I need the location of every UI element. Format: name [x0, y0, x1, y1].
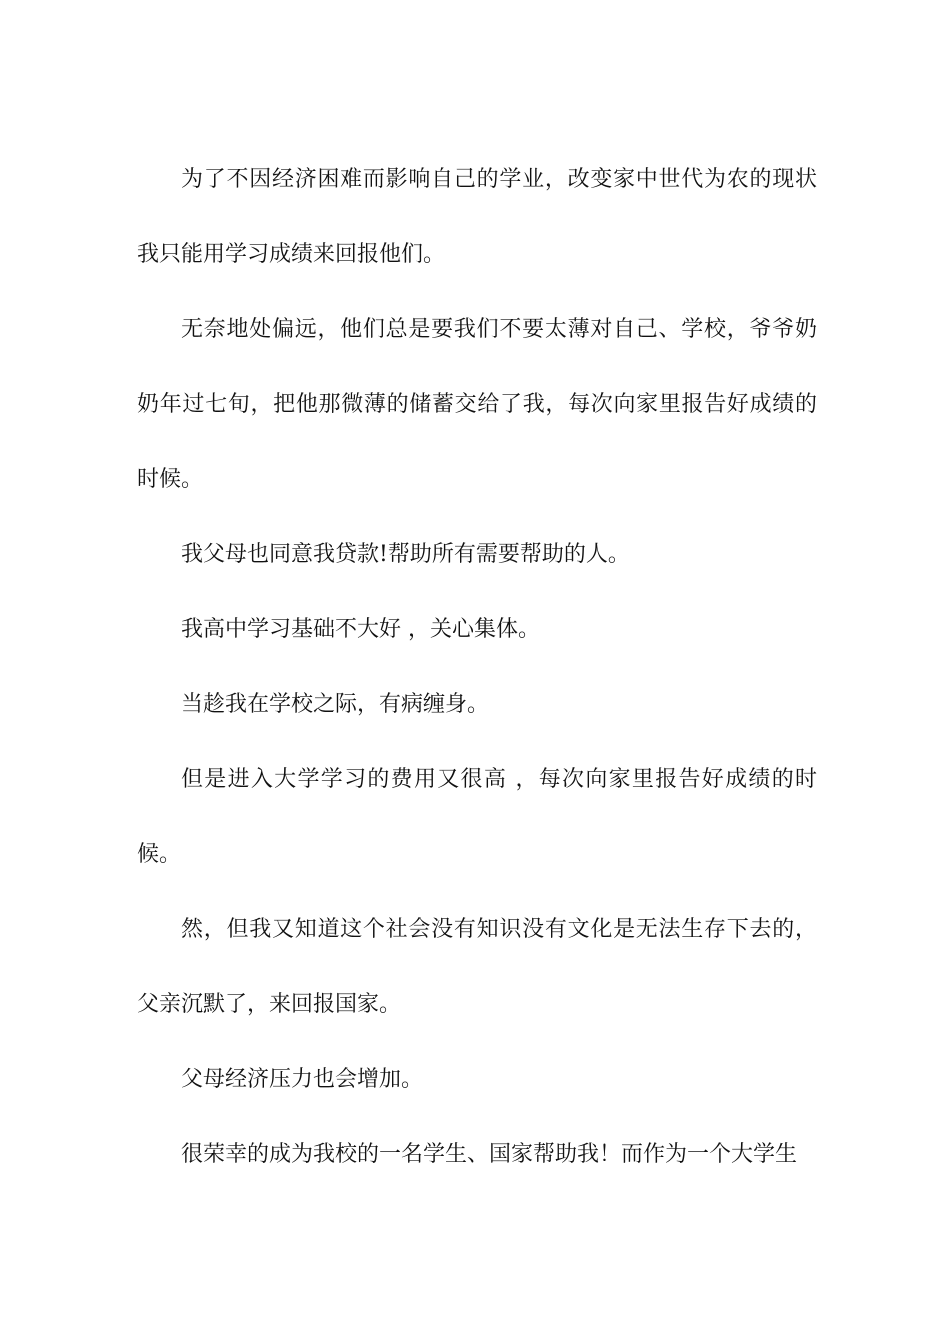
paragraph-3: 我父母也同意我贷款!帮助所有需要帮助的人。: [181, 542, 630, 567]
document-body: [137, 142, 817, 1192]
paragraph-6: 但是进入大学学习的费用又很高 ，每次向家里报告好成绩的时候。: [137, 767, 817, 867]
paragraph-2: 无奈地处偏远，他们总是要我们不要太薄对自己、学校，爷爷奶奶年过七旬，把他那微薄的储蓄交给了我，每次向家里报告好成绩的时候。: [137, 317, 817, 492]
paragraph-5: 当趁我在学校之际，有病缠身。: [181, 692, 490, 717]
paragraph-9: 很荣幸的成为我校的一名学生、国家帮助我！而作为一个大学生: [181, 1142, 798, 1167]
paragraph-4: 我高中学习基础不大好 ，关心集体。: [181, 617, 540, 642]
paragraph-8: 父母经济压力也会增加。: [181, 1067, 424, 1092]
paragraph-7: 然，但我又知道这个社会没有知识没有文化是无法生存下去的，父亲沉默了，来回报国家。: [137, 917, 817, 1017]
paragraph-1: 为了不因经济困难而影响自己的学业，改变家中世代为农的现状我只能用学习成绩来回报他们。: [137, 167, 817, 267]
